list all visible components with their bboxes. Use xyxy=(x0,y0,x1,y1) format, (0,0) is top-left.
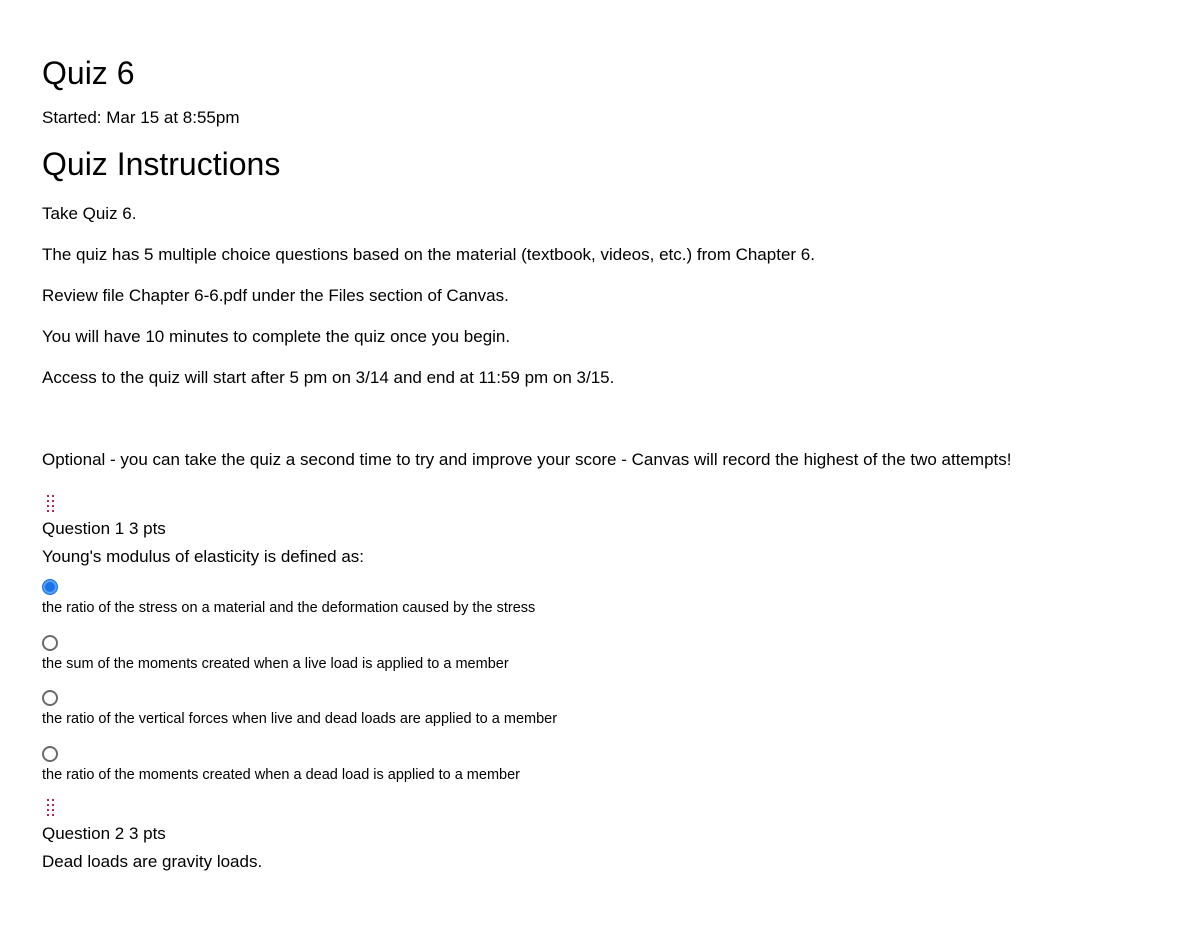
question-1-text: Young's modulus of elasticity is defined as: xyxy=(42,547,365,566)
instruction-paragraph: The quiz has 5 multiple choice questions based on the material (textbook, videos, etc.) from Chapter 6. xyxy=(42,245,815,264)
instruction-paragraph: You will have 10 minutes to complete the quiz once you begin. xyxy=(42,327,511,346)
instructions-title: Quiz Instructions xyxy=(42,146,281,182)
answer-label-1[interactable]: the ratio of the stress on a material and the deformation caused by the stress xyxy=(42,600,536,616)
answer-radio-2[interactable] xyxy=(42,635,58,651)
drag-handle-icon[interactable] xyxy=(45,797,57,817)
question-2-header: Question 2 3 pts xyxy=(42,824,166,843)
started-timestamp: Started: Mar 15 at 8:55pm xyxy=(42,108,240,127)
instruction-paragraph-optional: Optional - you can take the quiz a second time to try and improve your score - Canvas will record the highest of the two attempts! xyxy=(42,450,1012,469)
answer-label-2[interactable]: the sum of the moments created when a live load is applied to a member xyxy=(42,656,509,672)
answer-label-4[interactable]: the ratio of the moments created when a dead load is applied to a member xyxy=(42,767,520,783)
answer-radio-1[interactable] xyxy=(42,579,58,595)
instruction-paragraph: Review file Chapter 6-6.pdf under the Files section of Canvas. xyxy=(42,286,509,305)
drag-handle-icon[interactable] xyxy=(45,493,57,513)
question-1-header: Question 1 3 pts xyxy=(42,519,166,538)
instruction-paragraph: Access to the quiz will start after 5 pm on 3/14 and end at 11:59 pm on 3/15. xyxy=(42,368,615,387)
instruction-paragraph: Take Quiz 6. xyxy=(42,204,137,223)
answer-radio-3[interactable] xyxy=(42,690,58,706)
quiz-title: Quiz 6 xyxy=(42,55,135,91)
question-2-text: Dead loads are gravity loads. xyxy=(42,852,263,871)
answer-label-3[interactable]: the ratio of the vertical forces when live and dead loads are applied to a member xyxy=(42,711,558,727)
answer-radio-4[interactable] xyxy=(42,746,58,762)
